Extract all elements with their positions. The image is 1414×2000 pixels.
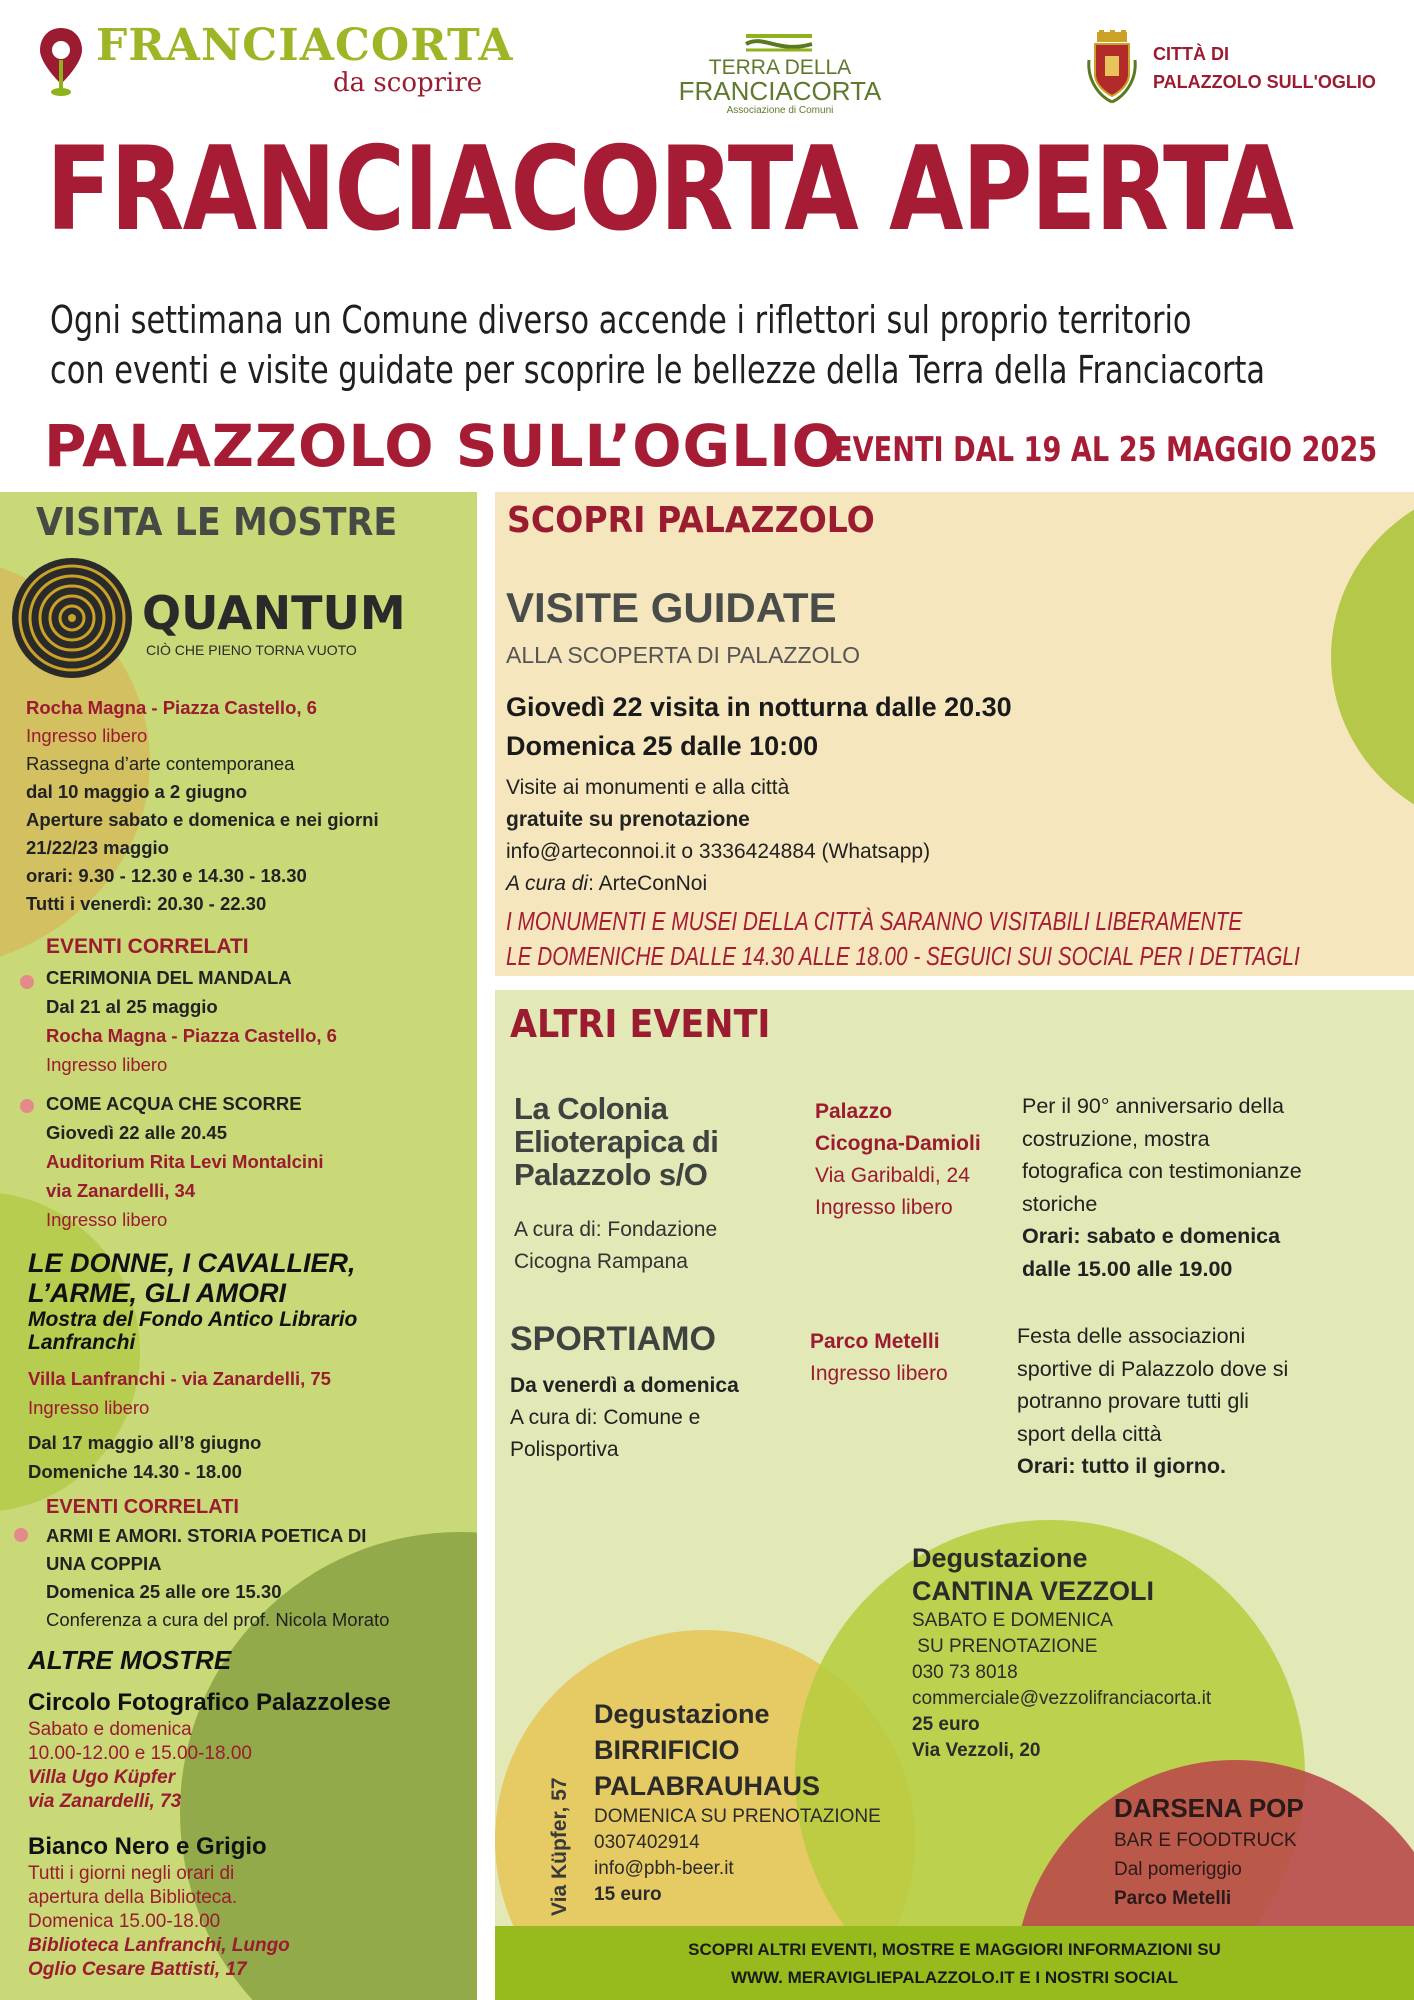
bullet-dot [20,1099,34,1113]
vezzoli-booking: SU PRENOTAZIONE [912,1636,1098,1657]
intro-line-1: Ogni settimana un Comune diverso accende i riflettori sul proprio territorio [50,298,1192,342]
circolo-place: Villa Ugo Küpfer [28,1767,176,1788]
bullet-dot [20,975,34,989]
colonia-description-line: fotografica con testimonianze [1022,1159,1302,1183]
birrificio-label: Degustazione [594,1699,770,1729]
quantum-fridays: Tutti i venerdì: 20.30 - 22.30 [26,893,267,914]
vezzoli-name: CANTINA VEZZOLI [912,1576,1154,1606]
vezzoli-phone: 030 73 8018 [912,1662,1018,1683]
circolo-place: via Zanardelli, 73 [28,1791,182,1812]
visite-curator-name: : ArteConNoi [588,872,708,895]
tree-rings-icon [10,556,134,680]
citta-palazzolo-logo [1085,30,1385,110]
visite-note-line: I MONUMENTI E MUSEI DELLA CITTÀ SARANNO VISITABILI LIBERAMENTE [506,906,1243,936]
related-event-entry: Ingresso libero [46,1209,168,1230]
footer-bar [495,1926,1414,2000]
colonia-place [815,1096,981,1224]
darsena-place: Parco Metelli [1114,1888,1232,1909]
related-event-place: Rocha Magna - Piazza Castello, 6 [46,1025,337,1046]
event-dates: EVENTI DAL 19 AL 25 MAGGIO 2025 [834,430,1378,470]
city-title: PALAZZOLO SULL’OGLIO [44,412,842,480]
donne-subtitle: Mostra del Fondo Antico Librario [28,1308,358,1331]
donne-dates: Dal 17 maggio all’8 giugno [28,1432,262,1453]
colonia-description-line: Per il 90° anniversario della [1022,1094,1284,1118]
terra-logo-sub: Associazione di Comuni [726,105,834,116]
related-event-title: UNA COPPIA [46,1553,162,1574]
related-event-place: via Zanardelli, 34 [46,1180,196,1201]
bng-title: Bianco Nero e Grigio [28,1833,267,1860]
colonia-title-line: La Colonia [514,1091,668,1126]
intro-line-2: con eventi e visite guidate per scoprire le bellezze della Terra della Franciacorta [50,348,1266,392]
sportiamo-description-line: sportive di Palazzolo dove si [1017,1356,1289,1381]
donne-entry: Ingresso libero [28,1397,150,1418]
decor-circle [1331,492,1414,832]
colonia-hours: dalle 15.00 alle 19.00 [1022,1256,1233,1281]
related-event-title: CERIMONIA DEL MANDALA [46,967,292,988]
circolo-hours: 10.00-12.00 e 15.00-18.00 [28,1743,252,1764]
related-event-description: Conferenza a cura del prof. Nicola Morato [46,1609,390,1630]
visite-note-line: LE DOMENICHE DALLE 14.30 ALLE 18.00 - SEGUICI SUI SOCIAL PER I DETTAGLI [506,941,1300,971]
vezzoli-price: 25 euro [912,1714,980,1735]
bng-line: Domenica 15.00-18.00 [28,1911,221,1932]
sportiamo-curator: A cura di: Comune e [510,1406,701,1429]
sportiamo-hours: Orari: tutto il giorno. [1017,1454,1227,1478]
birrificio-address: Via Küpfer, 57 [548,1777,571,1916]
quantum-description: Rassegna d’arte contemporanea [26,753,295,774]
visite-curator-label: A cura di [506,872,589,895]
sportiamo-details [510,1370,739,1466]
visite-dates [506,688,1012,766]
bng-line: apertura della Biblioteca. [28,1887,238,1908]
sportiamo-description [1017,1320,1288,1483]
darsena-card [1114,1790,1304,1913]
quantum-dates: dal 10 maggio a 2 giugno [26,781,248,802]
related-event-date: Domenica 25 alle ore 15.30 [46,1581,282,1602]
altre-mostre-heading: ALTRE MOSTRE [28,1645,232,1675]
coat-of-arms-icon [1085,30,1139,104]
sportiamo-curator: Polisportiva [510,1438,619,1461]
donne-sundays: Domeniche 14.30 - 18.00 [28,1461,242,1482]
birrificio-email: info@pbh-beer.it [594,1858,734,1879]
circolo-exhibition [28,1688,468,1814]
franciacorta-logo [38,20,514,100]
altri-heading: ALTRI EVENTI [510,1002,771,1046]
colonia-title-line: Palazzolo s/O [514,1157,708,1192]
bng-place: Oglio Cesare Battisti, 17 [28,1959,247,1980]
birrificio-price: 15 euro [594,1884,662,1905]
related-event-title: COME ACQUA CHE SCORRE [46,1093,302,1114]
related-event-date: Dal 21 al 25 maggio [46,996,218,1017]
colonia-description [1022,1090,1302,1285]
birrificio-name: PALABRAUHAUS [594,1771,820,1801]
visite-curator [506,868,930,900]
citta-logo-line2: PALAZZOLO SULL'OGLIO [1153,72,1376,92]
quantum-details [26,694,446,918]
related-events-heading: EVENTI CORRELATI [46,935,249,958]
bullet-dot [14,1528,28,1542]
colonia-hours: Orari: sabato e domenica [1022,1224,1281,1248]
terra-logo-line1: TERRA DELLA [708,56,852,79]
colonia-address: Via Garibaldi, 24 [815,1164,970,1187]
vezzoli-address: Via Vezzoli, 20 [912,1740,1041,1761]
colonia-curator-line: A cura di: Fondazione [514,1218,718,1241]
donne-place: Villa Lanfranchi - via Zanardelli, 75 [28,1368,331,1389]
colonia-curator-line: Cicogna Rampana [514,1250,688,1273]
darsena-type: BAR E FOODTRUCK [1114,1830,1297,1851]
colonia-description-line: costruzione, mostra [1022,1126,1210,1151]
sportiamo-when: Da venerdì a domenica [510,1374,739,1397]
donne-exhibition [28,1248,468,1354]
scopri-heading: SCOPRI PALAZZOLO [507,500,875,541]
sportiamo-place [810,1326,948,1390]
visite-date: Giovedì 22 visita in notturna dalle 20.30 [506,692,1012,722]
visite-date: Domenica 25 dalle 10:00 [506,731,819,761]
vezzoli-email: commerciale@vezzolifranciacorta.it [912,1688,1212,1709]
birrificio-name: BIRRIFICIO [594,1735,740,1765]
related-events-heading-2: EVENTI CORRELATI [46,1496,239,1518]
colonia-curator [514,1214,717,1278]
birrificio-card [594,1696,881,1908]
related-event-date: Giovedì 22 alle 20.45 [46,1122,227,1143]
terra-logo-line2: FRANCIACORTA [678,76,882,106]
bng-exhibition [28,1832,468,1982]
related-event-acqua [46,1089,446,1234]
sportiamo-description-line: Festa delle associazioni [1017,1324,1246,1348]
related-event-title: ARMI E AMORI. STORIA POETICA DI [46,1525,367,1546]
donne-title: LE DONNE, I CAVALLIER, [28,1248,356,1278]
donne-details [28,1364,468,1486]
franciacorta-logo-title: FRANCIACORTA [96,20,514,71]
birrificio-phone: 0307402914 [594,1832,700,1853]
birrificio-days: DOMENICA SU PRENOTAZIONE [594,1806,881,1827]
quantum-entry: Ingresso libero [26,725,148,746]
vezzoli-days: SABATO E DOMENICA [912,1610,1113,1631]
donne-subtitle: Lanfranchi [28,1331,136,1354]
visite-note [506,904,1300,974]
franciacorta-logo-sub: da scoprire [333,68,483,98]
colonia-title-line: Elioterapica di [514,1124,719,1159]
vezzoli-card [912,1542,1211,1764]
colonia-description-line: storiche [1022,1191,1098,1216]
related-event-armi [46,1522,476,1634]
quantum-hours: orari: 9.30 - 12.30 e 14.30 - 18.30 [26,865,307,886]
colonia-place-line: Palazzo [815,1100,893,1123]
sportiamo-entry: Ingresso libero [810,1362,948,1385]
visite-details [506,772,930,900]
visite-description: Visite ai monumenti e alla città [506,776,790,799]
darsena-name: DARSENA POP [1114,1793,1304,1823]
sportiamo-description-line: potranno provare tutti gli [1017,1389,1249,1413]
quantum-location: Rocha Magna - Piazza Castello, 6 [26,697,317,718]
colonia-entry: Ingresso libero [815,1196,953,1219]
colonia-place-line: Cicogna-Damioli [815,1132,981,1155]
footer-line: SCOPRI ALTRI EVENTI, MOSTRE E MAGGIORI INFORMAZIONI SU [688,1940,1221,1959]
circolo-days: Sabato e domenica [28,1719,192,1740]
related-event-mandala [46,963,446,1079]
sportiamo-place-name: Parco Metelli [810,1330,940,1353]
colonia-title [514,1092,718,1191]
related-event-entry: Ingresso libero [46,1054,168,1075]
quantum-subtitle: CIÒ CHE PIENO TORNA VUOTO [146,642,357,658]
visite-guidate-subtitle: ALLA SCOPERTA DI PALAZZOLO [506,642,861,668]
vezzoli-label: Degustazione [912,1543,1088,1573]
sportiamo-description-line: sport della città [1017,1421,1162,1446]
footer-link[interactable]: WWW. MERAVIGLIEPALAZZOLO.IT E I NOSTRI SOCIAL [730,1968,1178,1987]
bng-place: Biblioteca Lanfranchi, Lungo [28,1935,290,1956]
ribbon-icon [744,30,814,54]
visite-contact: info@arteconnoi.it o 3336424884 (Whatsapp) [506,840,931,863]
map-pin-icon [38,26,84,98]
quantum-title: QUANTUM [142,586,406,640]
visite-guidate-title: VISITE GUIDATE [506,584,837,631]
donne-title: L’ARME, GLI AMORI [28,1278,286,1308]
citta-logo-line1: CITTÀ DI [1153,44,1229,64]
mostre-heading: VISITA LE MOSTRE [36,500,398,544]
terra-della-franciacorta-logo [650,28,910,118]
quantum-openings: Aperture sabato e domenica e nei giorni 21/22/23 maggio [26,809,379,858]
visite-free: gratuite su prenotazione [506,808,750,831]
related-event-place: Auditorium Rita Levi Montalcini [46,1151,324,1172]
sportiamo-title: SPORTIAMO [510,1320,716,1358]
darsena-time: Dal pomeriggio [1114,1859,1242,1880]
main-title: FRANCIACORTA APERTA [46,122,1293,257]
circolo-title: Circolo Fotografico Palazzolese [28,1689,391,1716]
bng-line: Tutti i giorni negli orari di [28,1863,235,1884]
